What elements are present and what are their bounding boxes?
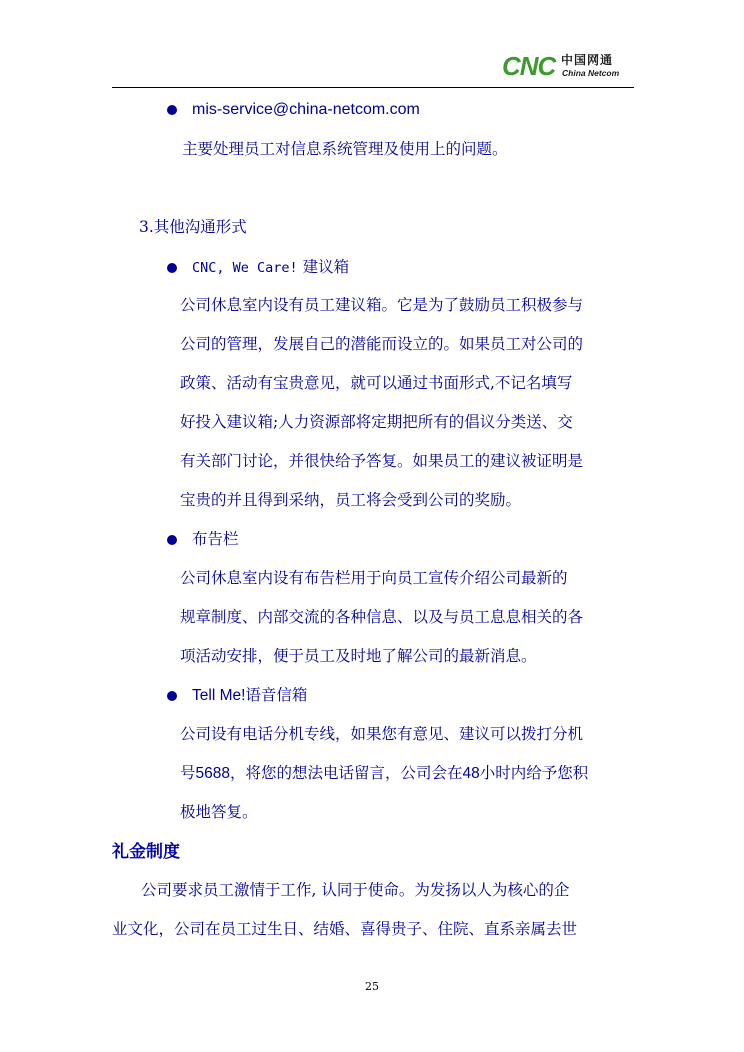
suggestion-line: 政策、活动有宝贵意见，就可以通过书面形式,不记名填写 [180, 374, 573, 392]
suggestion-line: 公司的管理，发展自己的潜能而设立的。如果员工对公司的 [180, 335, 584, 353]
suggestion-line: 宝贵的并且得到采纳，员工将会受到公司的奖励。 [180, 491, 522, 509]
page-number: 25 [365, 980, 379, 993]
gift-paragraph-line: 业文化，公司在员工过生日、结婚、喜得贵子、住院、直系亲属去世 [112, 920, 578, 938]
logo-chinese-text: 中国网通 [561, 53, 614, 67]
hours-number: 48 [462, 765, 480, 782]
voicemail-title-en: Tell Me! [192, 687, 246, 704]
bullet-dot-icon [167, 105, 177, 115]
bulletin-board-title: 布告栏 [192, 530, 239, 548]
bullet-dot-icon [167, 263, 177, 273]
bullet-dot-icon [167, 691, 177, 701]
bulletin-line: 规章制度、内部交流的各种信息、以及与员工息息相关的各 [180, 608, 584, 626]
voicemail-title [192, 685, 307, 706]
suggestion-line: 公司休息室内设有员工建议箱。它是为了鼓励员工积极参与 [180, 296, 584, 314]
voicemail-line: 公司设有电话分机专线，如果您有意见、建议可以拨打分机 [180, 725, 584, 743]
logo-cnc-text: CNC [502, 51, 556, 81]
section-3-title: 3.其他沟通形式 [139, 218, 247, 236]
gift-paragraph-line: 公司要求员工激情于工作, 认同于使命。为发扬以人为核心的企 [141, 881, 570, 899]
voicemail-line: 号5688，将您的想法电话留言，公司会在48小时内给予您积 [180, 764, 589, 782]
bulletin-line: 公司休息室内设有布告栏用于向员工宣传介绍公司最新的 [180, 569, 568, 587]
header-divider [112, 87, 634, 88]
china-netcom-logo [502, 52, 634, 82]
email-link[interactable]: mis-service@china-netcom.com [192, 101, 420, 118]
suggestion-line: 有关部门讨论，并很快给予答复。如果员工的建议被证明是 [180, 452, 584, 470]
bulletin-line: 项活动安排，便于员工及时地了解公司的最新消息。 [180, 647, 537, 665]
suggestion-line: 好投入建议箱;人力资源部将定期把所有的倡议分类送、交 [180, 413, 573, 431]
extension-number: 5688 [195, 765, 230, 782]
suggestion-title-en: CNC, We Care! [192, 260, 298, 276]
suggestion-box-title [192, 257, 349, 278]
gift-money-heading: 礼金制度 [112, 842, 180, 862]
bullet-dot-icon [167, 535, 177, 545]
voicemail-line: 极地答复。 [180, 803, 258, 821]
logo-english-text: China Netcom [562, 68, 620, 78]
suggestion-title-cn: 建议箱 [302, 258, 350, 276]
voicemail-title-cn: 语音信箱 [245, 686, 308, 704]
email-description: 主要处理员工对信息系统管理及使用上的问题。 [182, 140, 508, 158]
